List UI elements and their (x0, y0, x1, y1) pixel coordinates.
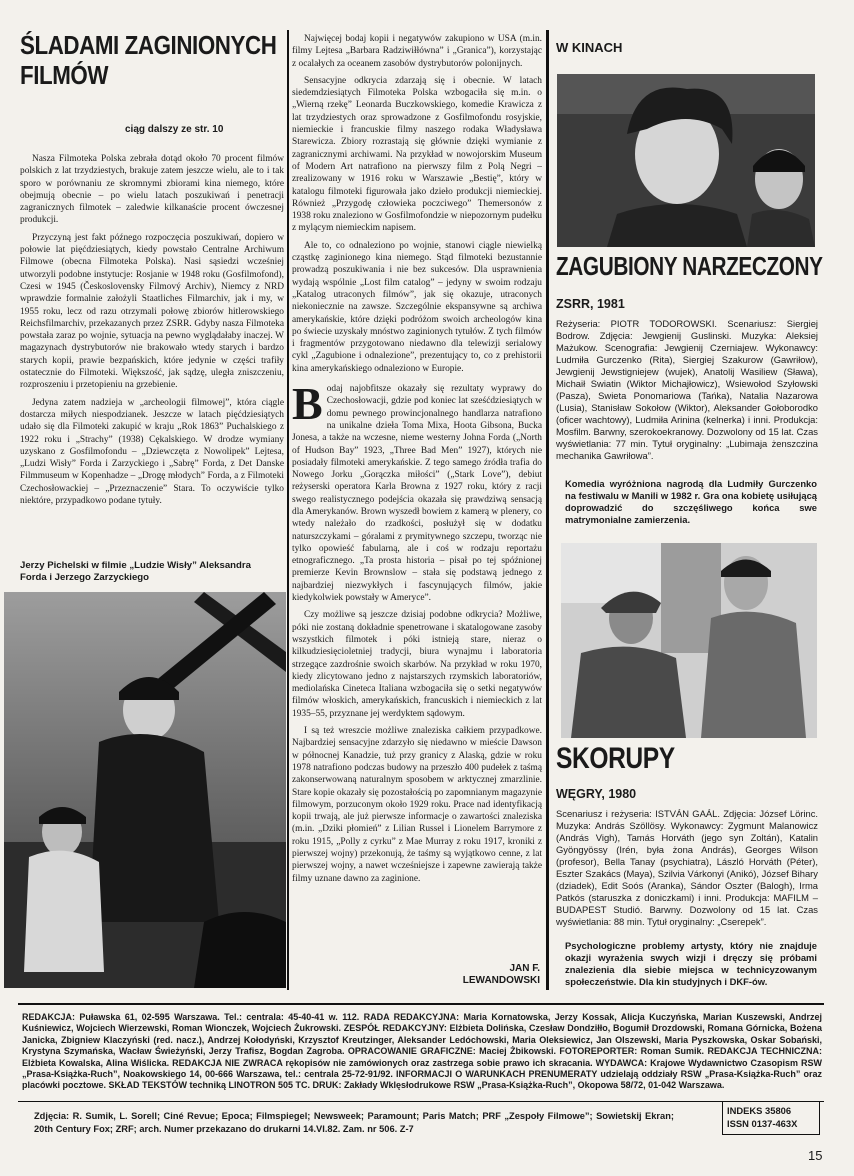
article-title-line1: ŚLADAMI ZAGINIONYCH (20, 30, 277, 60)
author-line1: JAN F. (509, 963, 540, 974)
issn-number: ISSN 0137-463X (727, 1118, 798, 1129)
paragraph: Czy możliwe są jeszcze dzisiaj podobne odkrycia? Możliwe, póki nie zostaną dokładnie spenetrowane i skatalogowane zasoby wszystkich filmotek i póki istnieją stare, nieraz o kilkudziesięcioletniej tradycji, biura wynajmu i laboratoria strzegące zazdrośnie swoich skarbów. Na przykład w roku 1970, kiedy zlicytowano jedno z najstarszych rzymskich laboratoriów, mediolańska Cineteca Italiana wzbogaciła się o setki negatywów filmów włoskich, amerykańskich, francuskich i niemieckich z lat 1935–55, przyznane jej werdyktem sądowym. (292, 610, 542, 719)
author-line2: LEWANDOWSKI (462, 975, 540, 986)
film1-credits: Reżyseria: PIOTR TODOROWSKI. Scenariusz: Siergiej Bodrow. Zdjęcia: Jewgienij Guslinski. Muzyka: Aleksiej Mażukow. Scenografia: Jewgienij Czerniajew. Wykonawcy: Ludmiła Gurczenko (Rita), Siergiej Szakurow (Gawriłow), Jewgienij Jewstigniejew (wujek), Anatolij Wasiliew (Sława), Michaił Swiatin (Wiktor Michajłowicz), Wsiewołod Szyłowski (Pasza), Swieta Ponomariowa (Tańka), Natalia Nazarowa (Lusia), Stanisław Sokołow (Wiktor), Aleksander Gołoborodko (oficer wachtowy), Ludmiła Arinina (kelnerka) i inni. Produkcja: Mosfilm. Barwny, szerokoekranowy. Dozwolony od 15 lat. Czas wyświetlania: 77 min. Tytuł oryginalny: „Lubimaja żenszczina mechanika Gawriłowa”. (556, 318, 818, 461)
page-number: 15 (808, 1148, 823, 1163)
footer-rule (18, 1101, 824, 1102)
dropcap-letter: B (292, 378, 323, 430)
film-still-zagubiony-narzeczony (557, 74, 815, 247)
article-column-1 (20, 153, 284, 507)
article-title-line2: FILMÓW (20, 60, 109, 90)
film1-note: Komedia wyróżniona nagrodą dla Ludmiły Gurczenko na festiwalu w Manili w 1982 r. Gra ona kobietę usiłującą doprowadzić do szczęśliwego końca swe matrymonialne zamierzenia. (565, 478, 817, 525)
section-label: W KINACH (556, 40, 623, 55)
paragraph: Jedyna zatem nadzieja w „archeologii filmowej”, która ciągle dostarcza miłych niespodzianek. Jeszcze w latach pięćdziesiątych udało się dla Filmoteki zakupić w kraju „Rok 1863” Puchalskiego z 1922 roku i „Strachy” (1938) Cękalskiego. W drodze wymiany uzyskano z Gosfilmofondu – „Dziewczęta z Nowolipek” Lejtesa, „Ludzi Wisły” Forda i Zarzyckiego i „Sabrę” Forda, z Det Danske Filmmuseum w Kopenhadze – „Drogę młodych” Forda, a z Filmoteki Czechosłowackiej – „Przeznaczenie” Stara. To oczywiście tylko niektóre, przypadkowo podane tytuły. (20, 397, 284, 507)
film-still-image (4, 592, 286, 988)
paragraph: Sensacyjne odkrycia zdarzają się i obecnie. W latach siedemdziesiątych Filmoteka Polska wzbogaciła się m.in. o „Wierną rzekę” Leonarda Buczkowskiego, komedie Krawicza z lat trzydziestych oraz sprowadzone z Gosfilmofondu rosyjskie, niemieckie i francuskie filmy naszego rodaka Władysława Starewicza. Zbiory rozrastają się głównie dzięki wymianie z zagranicznymi archiwami. Na przykład w nowojorskim Museum of Modern Art natrafiono na pierwszy film z Polą Negri – zrealizowany w 1916 roku w Warszawie „Bestię”, który w katalogu filmoteki figurowała jako dzieło produkcji niemieckiej. Również „Przygodę człowieka poczciwego” Themersonów z 1938 roku znaleziono w Gosfilmofondzie w niepozornym pudełku z mylącym niemieckim napisem. (292, 75, 542, 234)
film-still-image (561, 543, 817, 738)
paragraph: Przyczyną jest fakt późnego rozpoczęcia poszukiwań, dopiero w połowie lat pięćdziesiątych, kiedy powstało Centralne Archiwum Filmowe (obecna Filmoteka Polska). Nasi sąsiedzi wcześniej utworzyli podobne instytucje: Rosjanie w 1948 roku (Gosfilmofond), Czesi w 1945 (Československy Filmový Archiv), Niemcy z NRD wprawdzie formalnie założyli Staatliches Filmarchiv, jak i my, w 1955 roku, lecz od razu otrzymali połowę zbiorów hitlerowskiego Reichsfilmarchiv, przekazanych przez ZSRR. Gdyby nasza Filmoteka powstała zaraz po wojnie, sytuacja na pewno wyglądałaby inaczej. W magazynach dystrybutorów nie brakowało wtedy starych i bardzo starych kopii, prawie bezpańskich, które jedynie w części trafiły ostatecznie do Filmoteki. Większość, jak sądzę, uległa zniszczeniu, rozproszeniu i przetopieniu na grzebienie. (20, 232, 284, 391)
paragraph: Ale to, co odnaleziono po wojnie, stanowi ciągle niewielką cząstkę zaginionego kina niemego. Stąd filmoteki bezustannie prowadzą poszukiwania i nie bez sukcesów. Dla usprawnienia wydają wspólnie „Lost film catalog” – jedyny w swoim rodzaju „Katalog utraconych filmów”, jak się okazuje, utraconych niekoniecznie na zawsze. Szczególnie ekspansywne są archiwa amerykańskie, które dzięki podróżom swoich archeologów kina po świecie uzyskały mnóstwo zaginionych tytułów. Z tych filmów i fragmentów przygotowano niedawno dla telewizji serialowy cykl „Zagubione i odnalezione”, prezentujący to, co z prehistorii kina amerykańskiego odnaleziono w Europie. (292, 240, 542, 374)
film2-credits-block (556, 808, 818, 928)
article-title (20, 30, 285, 90)
film1-origin: ZSRR, 1981 (556, 297, 625, 311)
footer-rule (18, 1003, 824, 1005)
film2-note: Psychologiczne problemy artysty, który nie znajduje okazji wyrażenia swych wizji i dręczy się próbami znalezienia dla siebie miejsca w technicyzowanym społeczeństwie. Dla kin studyjnych i DKF-ów. (565, 940, 817, 987)
footer-photo-credits (34, 1110, 674, 1136)
dropcap-paragraph (292, 378, 542, 604)
masthead-text: REDAKCJA: Puławska 61, 02-595 Warszawa. Tel.: centrala: 45-40-41 w. 112. RADA REDAKCYJNA: Maria Kornatowska, Jerzy Kossak, Alicja Kuczyńska, Marian Kuszewski, Andrzej Kuśniewicz, Wojciech Wierzewski, Roman Wionczek, Wojciech Żukrowski. ZESPÓŁ REDAKCYJNY: Elżbieta Dolińska, Czesław Dondziłło, Bogumił Drozdowski, Romana Górnicka, Bożena Janicka, Zbigniew Klaczyński (red. nacz.), Andrzej Kołodyński, Krzysztof Kreutzinger, Aleksander Ledóchowski, Maria Oleksiewicz, Jan Olszewski, Maria Pyszkowska, Oskar Sobański, Krystyna Szymańska, Wacław Świeżyński, Jerzy Trafisz, Bogdan Zagroba. OPRACOWANIE GRAFICZNE: Maciej Żbikowski. FOTOREPORTER: Roman Sumik. REDAKCJA TECHNICZNA: Elżbieta Kowalska, Alina Wiślicka. REDAKCJA NIE ZWRACA rękopisów nie zamówionych oraz zastrzega sobie prawo ich skracania. WYDAWCA: Krajowe Wydawnictwo Czasopism RSW „Prasa-Książka-Ruch”, Noakowskiego 14, 00-666 Warszawa, tel.: centrala 25-72-91/92. INFORMACJI O WARUNKACH PRENUMERATY udzielają oddziały RSW „Prasa-Książka-Ruch” oraz placówki pocztowe. SKŁAD TEKSTÓW techniką LINOTRON 505 TC. DRUK: Zakłady Wklęsłodrukowe RSW „Prasa-Książka-Ruch”, Okopowa 58/72, 01-042 Warszawa. (22, 1012, 822, 1091)
column-rule (287, 30, 289, 990)
column-rule (546, 30, 549, 990)
film2-note-block (565, 940, 817, 988)
film1-title: ZAGUBIONY NARZECZONY (556, 251, 823, 281)
film-still-ludzie-wisly (4, 592, 286, 988)
paragraph: Nasza Filmoteka Polska zebrała dotąd około 70 procent filmów polskich z lat trzydziestych, brakuje zatem jeszcze wielu, ale to i tak sporo w porównaniu ze skromnymi zbiorami kina niemego, które obejmują obecnie – po wielu latach poszukiwań i penetracji zagranicznych filmotek – zaledwie kilkanaście procent ówczesnej produkcji. (20, 154, 284, 226)
dropcap-paragraph-text: odaj najobfitsze okazały się rezultaty wyprawy do Czechosłowacji, gdzie pod koniec lat sześćdziesiątych w domu pewnego prowincjonalnego handlarza natrafiono na unikalne dzieła Toma Mixa, Hoota Gibsona, Bucka Jonesa, a także na wczesne, nieme westerny Johna Forda („North of Hudson Bay” 1923, „Three Bad Men” 1927), których nie posiadały filmoteki amerykańskie. Z tego samego źródła trafia do Nowego Jorku „Gorączka miłości” („Stark Love”), debiut reżyserski operatora Karla Browna z 1927 roku, który z racji swego realistycznego podejścia okazała się prawdziwą sensacją dla Amerykanów. Brown wyszedł bowiem z kamerą w plenery, co wtedy należało do rzadkości, posłużył się w dodatku naturszczykami – góralami z prymitywnego szczepu, tworząc nie tylko opowieść fabularną, ale i coś w rodzaju reportażu etnograficznego. „Ta prosta historia – pisał po tej spóźnionej premierze Kevin Brownslow – stała się podstawą jednego z najbardziej niezwykłych i fascynujących filmów, jakie kiedykolwiek powstały w Ameryce”. (292, 384, 542, 604)
photo-caption: Jerzy Pichelski w filmie „Ludzie Wisły” Aleksandra Forda i Jerzego Zarzyckiego (20, 560, 251, 583)
film2-credits: Scenariusz i reżyseria: ISTVÁN GAÁL. Zdjęcia: József Lörinc. Muzyka: András Szöllösy. Wykonawcy: Zygmunt Malanowicz (András Vigh), Tamás Horváth (jego syn Zoltán), Katalin Gyöngyössy (Irén, była żona András), Georges Wilson (profesor), Bella Tanay (psychiatra), László Horváth (Péter), Eszter Szakács (Maya), Szilvia Várkonyi (Anikó), József Bihary (dziadek), Edit Soós (Aranka), Sándor Oszter (Balogh), Irma Patkós (staruszka z doniczkami) i inni. Produkcja: MAFILM – BUDAPEST Studió. Barwny. Dozwolony od 15 lat. Czas wyświetlania: 88 min. Tytuł oryginalny: „Cserepek”. (556, 808, 818, 927)
index-number: INDEKS 35806 (727, 1105, 792, 1116)
film2-origin: WĘGRY, 1980 (556, 787, 637, 801)
footer-masthead (22, 1012, 822, 1092)
article-column-2 (292, 33, 542, 885)
continued-note: ciąg dalszy ze str. 10 (125, 124, 224, 135)
film1-credits-block (556, 318, 818, 462)
film2-title: SKORUPY (556, 742, 675, 775)
paragraph: I są też wreszcie możliwe znaleziska całkiem przypadkowe. Najbardziej sensacyjne zdarzyło się niedawno w mieście Dawson w północnej Kanadzie, tuż przy granicy z Alaską, gdzie w roku 1978 natrafiono podczas budowy na przeszło 400 pudełek z taśmą zakonserwowaną naturalnym sposobem w arktycznej zmarzlinie. Stare kopie okazały się pozostałością po zapomnianym magazynie filmowym, porzuconym około 1929 roku. Prace nad identyfikacją kopii trwają, ale już pierwsze informacje o zawartości znaleziska (m.in. „Dziki płomień” z Lilian Russel i Lionelem Barrymore z roku 1915, „Polly z cyrku” z Mae Murray z roku 1917, kroniki z pierwszej wojny) przekonują, że taśmy są wyjątkowo cenne, z lat pierwszej wojny, a nawet wcześniejsze i zapewne zawierają także filmy uznane dawno za zaginione. (292, 726, 542, 884)
film-still-skorupy (561, 543, 817, 738)
author-name (420, 963, 540, 987)
index-box (722, 1101, 820, 1135)
photo-credits-text: Zdjęcia: R. Sumik, L. Sorell; Ciné Revue; Epoca; Filmspiegel; Newsweek; Paramount; Paris Match; PRF „Zespoły Filmowe”; Sowietskij Ekran; 20th Century Fox; ZRF; arch. Numer przekazano do drukarni 14.VI.82. Zam. nr 506. Z-7 (34, 1111, 674, 1134)
paragraph: Najwięcej bodaj kopii i negatywów zakupiono w USA (m.in. filmy Lejtesa „Barbara Radziwiłłówna” i „Granica”), korzystając z ocalałych za oceanem zasobów dystrybutorów polonijnych. (292, 34, 542, 69)
film-still-image (557, 74, 815, 247)
film1-note-block (565, 478, 817, 526)
